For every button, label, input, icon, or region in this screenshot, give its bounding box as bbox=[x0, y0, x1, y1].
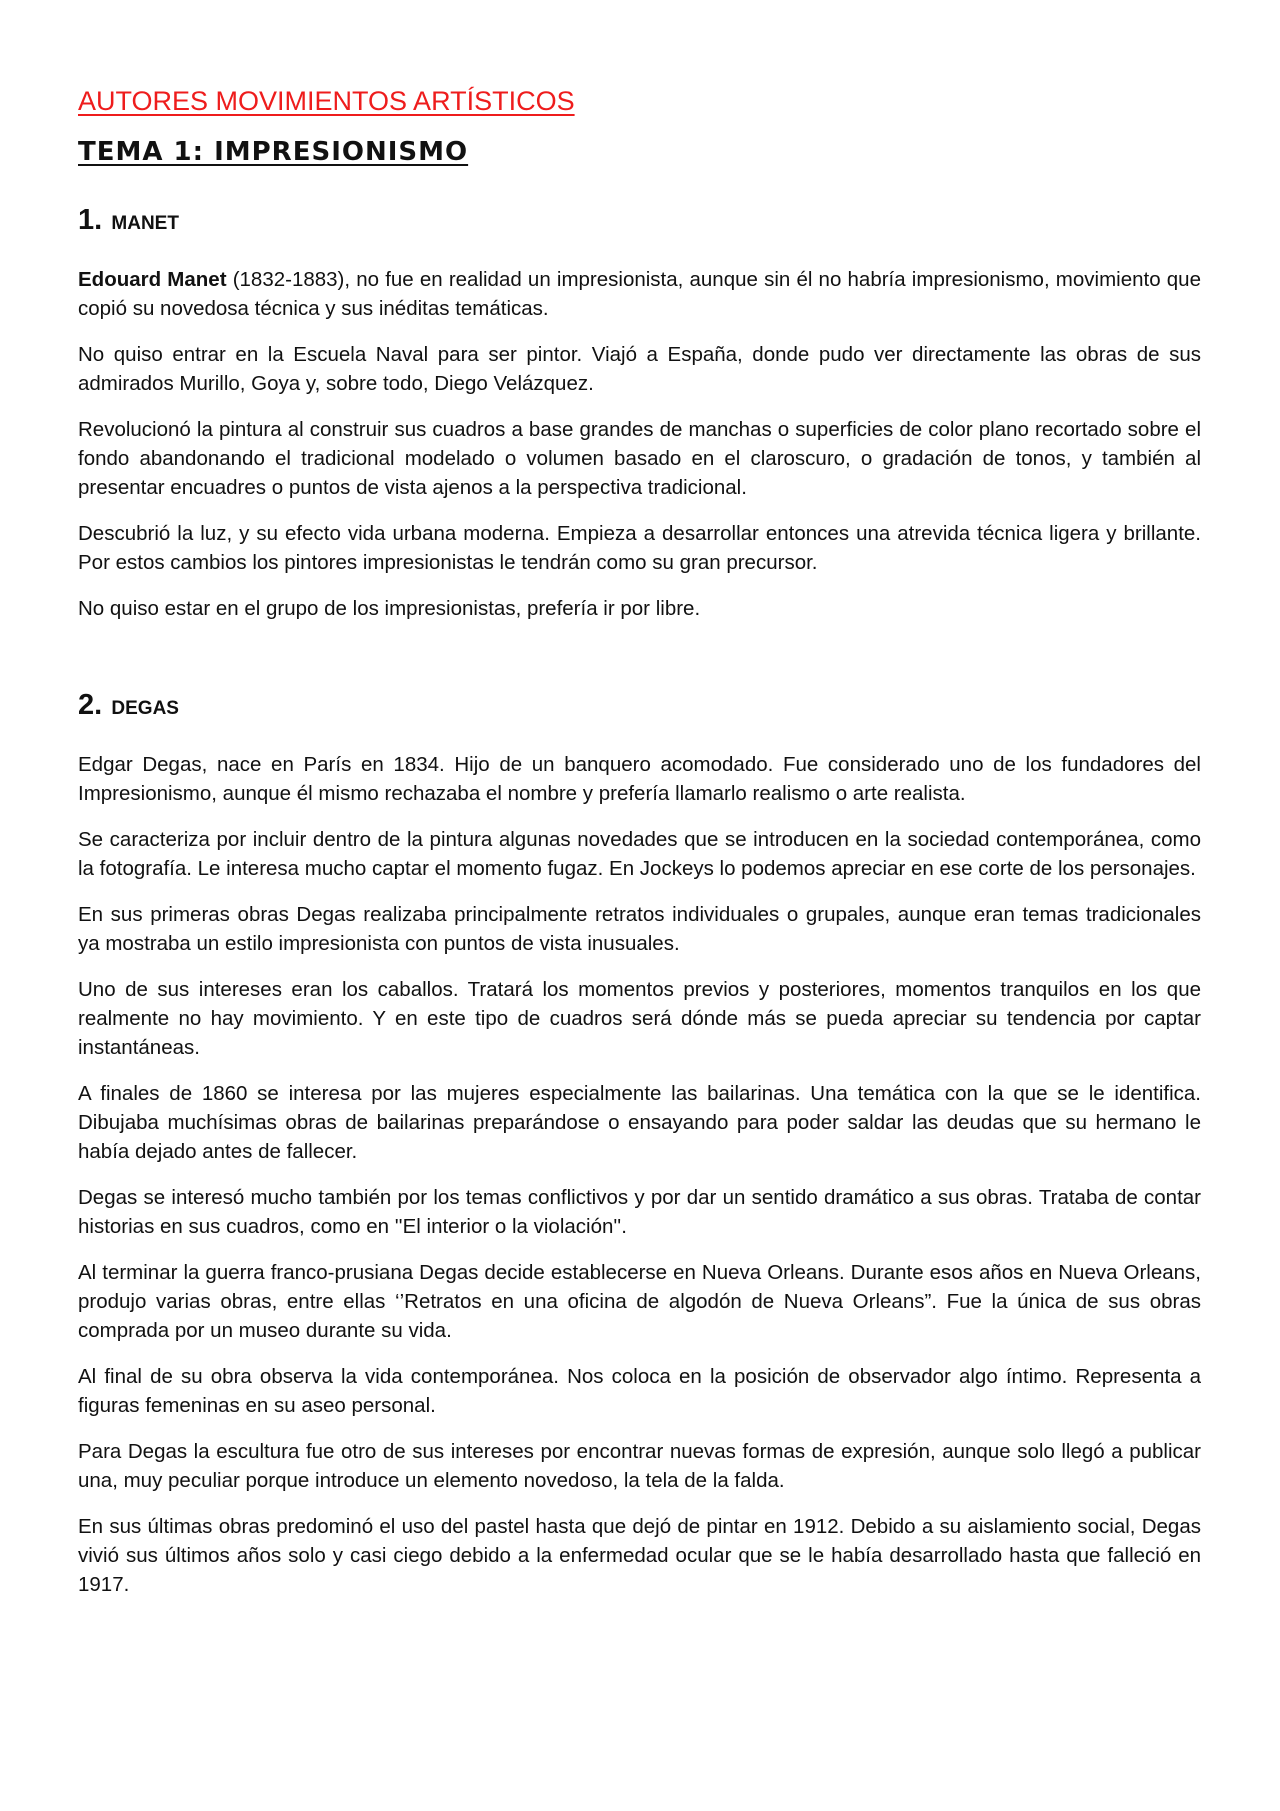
bold-lead: Edouard Manet bbox=[78, 268, 227, 291]
paragraph: En sus primeras obras Degas realizaba principalmente retratos individuales o grupales, aunque eran temas tradicionales ya mostraba un estilo impresionista con puntos de vista inusuales. bbox=[78, 903, 1201, 955]
section-number: 2. bbox=[78, 689, 103, 721]
paragraph-text: (1832-1883), no fue en realidad un impresionista, aunque sin él no habría impresionismo, movimiento que copió su novedosa técnica y sus inéditas temáticas. bbox=[78, 268, 1201, 320]
paragraph: Al final de su obra observa la vida contemporánea. Nos coloca en la posición de observador algo íntimo. Representa a figuras femeninas en su aseo personal. bbox=[78, 1365, 1201, 1417]
section-heading-degas bbox=[78, 685, 1201, 729]
paragraph: En sus últimas obras predominó el uso del pastel hasta que dejó de pintar en 1912. Debido a su aislamiento social, Degas vivió sus últimos años solo y casi ciego debido a la enfermedad ocular que se le había desarrollado hasta que falleció en 1917. bbox=[78, 1515, 1201, 1596]
paragraph: Al terminar la guerra franco-prusiana Degas decide establecerse en Nueva Orleans. Durante esos años en Nueva Orleans, produjo varias obras, entre ellas ‘’Retratos en una oficina de algodón de Nueva Orleans”. Fue la única de sus obras comprada por un museo durante su vida. bbox=[78, 1261, 1201, 1342]
tema-heading: TEMA 1: IMPRESIONISMO bbox=[78, 137, 469, 167]
paragraph: Uno de sus intereses eran los caballos. Tratará los momentos previos y posteriores, momentos tranquilos en los que realmente no hay movimiento. Y en este tipo de cuadros será dónde más se pueda apreciar su tendencia por captar instantáneas. bbox=[78, 978, 1201, 1059]
section-name: MANET bbox=[111, 213, 179, 234]
paragraph: Para Degas la escultura fue otro de sus intereses por encontrar nuevas formas de expresión, aunque solo llegó a publicar una, muy peculiar porque introduce un elemento novedoso, la tela de la falda. bbox=[78, 1440, 1201, 1492]
paragraph: Edgar Degas, nace en París en 1834. Hijo de un banquero acomodado. Fue considerado uno de los fundadores del Impresionismo, aunque él mismo rechazaba el nombre y prefería llamarlo realismo o arte realista. bbox=[78, 753, 1201, 805]
paragraph: No quiso entrar en la Escuela Naval para ser pintor. Viajó a España, donde pudo ver directamente las obras de sus admirados Murillo, Goya y, sobre todo, Diego Velázquez. bbox=[78, 343, 1201, 395]
section-name: DEGAS bbox=[111, 698, 179, 719]
section-number: 1. bbox=[78, 204, 103, 236]
paragraph: No quiso estar en el grupo de los impresionistas, prefería ir por libre. bbox=[78, 597, 701, 620]
paragraph: A finales de 1860 se interesa por las mujeres especialmente las bailarinas. Una temática con la que se le identifica. Dibujaba muchísimas obras de bailarinas preparándose o ensayando para poder saldar las deudas que su hermano le había dejado antes de fallecer. bbox=[78, 1082, 1201, 1163]
section-heading-manet bbox=[78, 200, 1201, 244]
paragraph: Degas se interesó mucho también por los temas conflictivos y por dar un sentido dramático a sus obras. Trataba de contar historias en sus cuadros, como en ''El interior o la violación''. bbox=[78, 1186, 1201, 1238]
paragraph: Revolucionó la pintura al construir sus cuadros a base grandes de manchas o superficies de color plano recortado sobre el fondo abandonando el tradicional modelado o volumen basado en el claroscuro, o gradación de tonos, y también al presentar encuadres o puntos de vista ajenos a la perspectiva tradicional. bbox=[78, 418, 1201, 499]
paragraph: Se caracteriza por incluir dentro de la pintura algunas novedades que se introducen en la sociedad contemporánea, como la fotografía. Le interesa mucho captar el momento fugaz. En Jockeys lo podemos apreciar en ese corte de los personajes. bbox=[78, 828, 1201, 880]
paragraph bbox=[78, 265, 1201, 323]
paragraph: Descubrió la luz, y su efecto vida urbana moderna. Empieza a desarrollar entonces una atrevida técnica ligera y brillante. Por estos cambios los pintores impresionistas le tendrán como su gran precursor. bbox=[78, 522, 1201, 574]
document-title: AUTORES MOVIMIENTOS ARTÍSTICOS bbox=[78, 86, 575, 116]
